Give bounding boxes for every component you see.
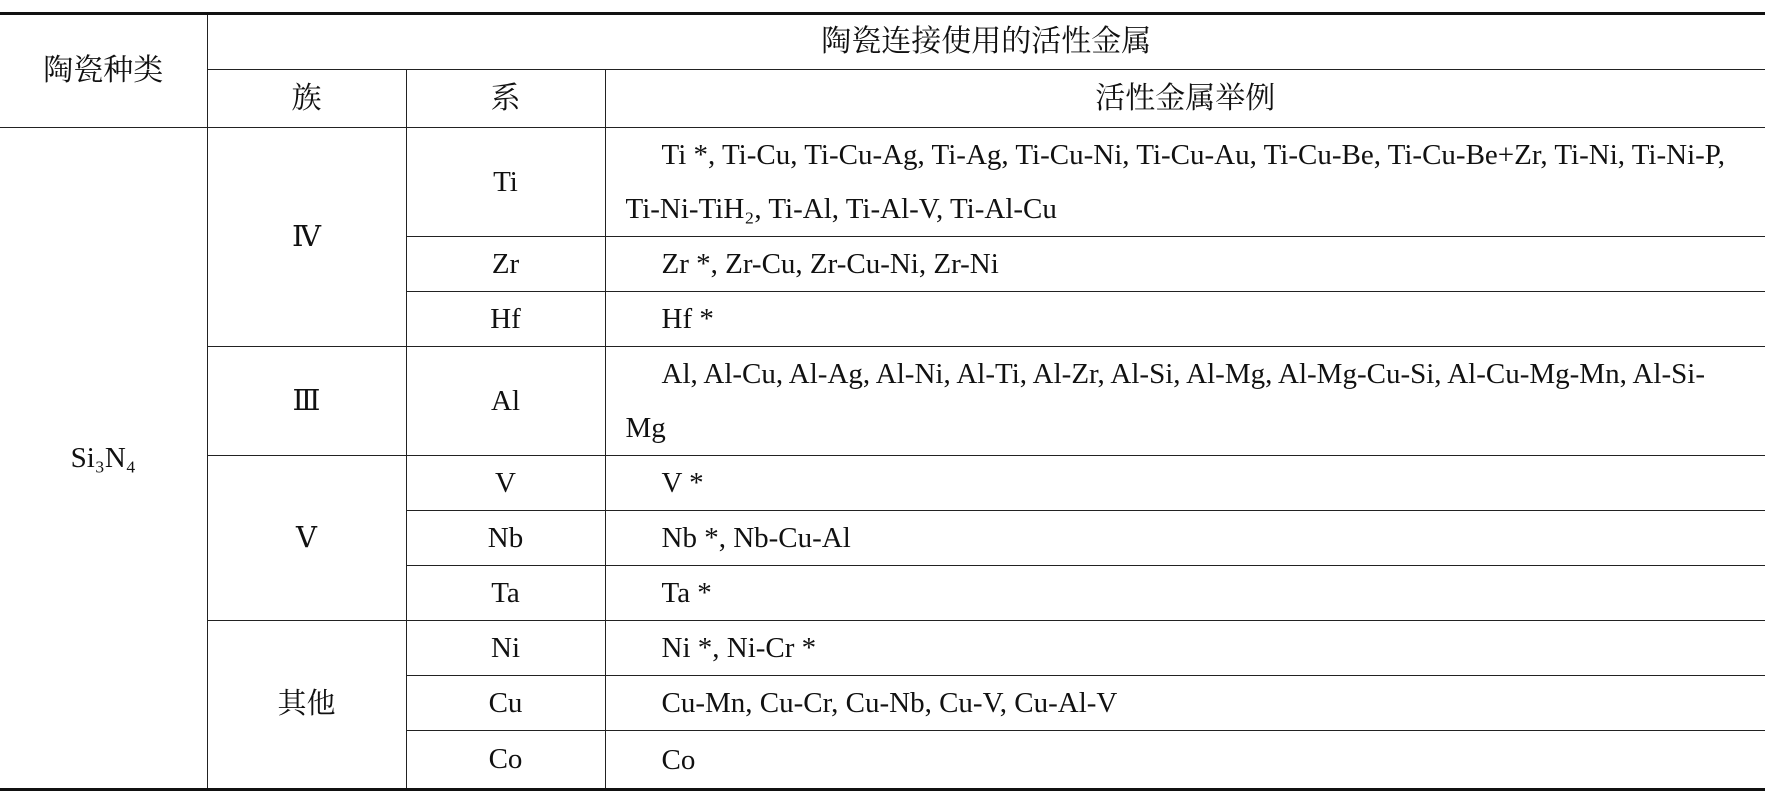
table-row	[0, 456, 1765, 511]
examples-cell: Hf *	[605, 292, 1765, 347]
table-row	[0, 621, 1765, 676]
examples-cell: Ta *	[605, 566, 1765, 621]
header-row-2	[0, 70, 1765, 128]
family-cell: Ⅲ	[207, 347, 406, 456]
ceramic-cell: Si₃N₄	[0, 128, 207, 790]
system-cell: Ta	[406, 566, 605, 621]
header-row-1	[0, 14, 1765, 70]
examples-text: Al, Al-Cu, Al-Ag, Al-Ni, Al-Ti, Al-Zr, Al-Si, Al-Mg, Al-Mg-Cu-Si, Al-Cu-Mg-Mn, Al-Si-Mg	[625, 358, 1705, 444]
header-system: 系	[406, 70, 605, 128]
family-cell: Ⅴ	[207, 456, 406, 621]
system-cell: Zr	[406, 237, 605, 292]
system-cell: V	[406, 456, 605, 511]
examples-cell: Zr *, Zr-Cu, Zr-Cu-Ni, Zr-Ni	[605, 237, 1765, 292]
examples-cell	[605, 128, 1765, 237]
system-cell: Al	[406, 347, 605, 456]
system-cell: Hf	[406, 292, 605, 347]
examples-cell	[605, 347, 1765, 456]
system-cell: Ni	[406, 621, 605, 676]
system-cell: Nb	[406, 511, 605, 566]
header-family: 族	[207, 70, 406, 128]
examples-text: Ti *, Ti-Cu, Ti-Cu-Ag, Ti-Ag, Ti-Cu-Ni, Ti-Cu-Au, Ti-Cu-Be, Ti-Cu-Be+Zr, Ti-Ni, Ti-Ni-P, Ti-Ni-TiH₂, Ti-Al, Ti-Al-V, Ti-Al-Cu	[625, 139, 1725, 225]
system-cell: Cu	[406, 676, 605, 731]
active-metals-table	[0, 12, 1765, 791]
examples-cell: Cu-Mn, Cu-Cr, Cu-Nb, Cu-V, Cu-Al-V	[605, 676, 1765, 731]
family-cell: Ⅳ	[207, 128, 406, 347]
examples-cell: Ni *, Ni-Cr *	[605, 621, 1765, 676]
family-cell: 其他	[207, 621, 406, 790]
system-cell: Co	[406, 731, 605, 790]
system-cell: Ti	[406, 128, 605, 237]
header-examples: 活性金属举例	[605, 70, 1765, 128]
examples-cell: V *	[605, 456, 1765, 511]
header-active-metals-group: 陶瓷连接使用的活性金属	[207, 14, 1765, 70]
table-row	[0, 128, 1765, 237]
examples-cell: Nb *, Nb-Cu-Al	[605, 511, 1765, 566]
header-ceramic-type: 陶瓷种类	[0, 14, 207, 128]
table-row	[0, 347, 1765, 456]
examples-cell: Co	[605, 731, 1765, 790]
